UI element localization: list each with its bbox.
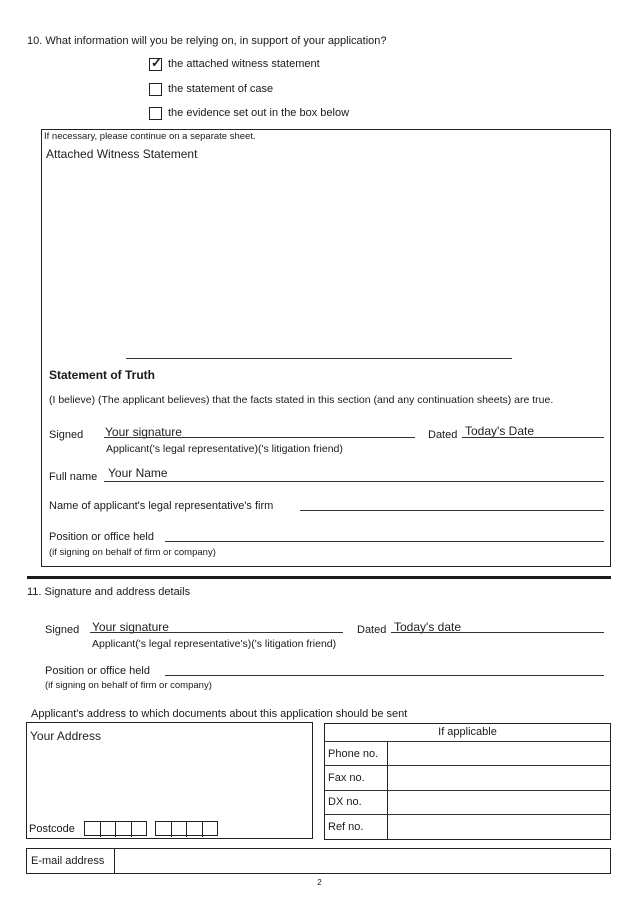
signed-label: Signed [49, 429, 84, 441]
statement-of-truth-text: (I believe) (The applicant believes) that the facts stated in this section (and any continuation sheets) are true. [49, 394, 554, 406]
q11-dated-label: Dated [357, 624, 387, 636]
postcode-cell[interactable] [156, 822, 172, 837]
q11-signed-label: Signed [45, 624, 80, 636]
option-witness-label: the attached witness statement [168, 58, 320, 70]
postcode-group-2[interactable] [155, 821, 218, 836]
contact-divider [324, 741, 611, 742]
option-evidence-checkbox[interactable] [149, 107, 162, 120]
fullname-field[interactable]: Your Name [108, 466, 168, 480]
option-statement-label: the statement of case [168, 83, 274, 95]
email-label: E-mail address [31, 855, 105, 867]
postcode-cell[interactable] [101, 822, 117, 837]
q11-position-label: Position or office held [45, 665, 150, 677]
fullname-label: Full name [49, 471, 98, 483]
contact-divider [324, 765, 611, 766]
signature-field[interactable]: Your signature [105, 425, 182, 439]
q11-date-line [391, 632, 604, 633]
check-mark-icon: ✓ [151, 55, 162, 70]
postcode-cell[interactable] [172, 822, 188, 837]
q10-question: 10. What information will you be relying on, in support of your application? [27, 35, 387, 47]
q11-position-caption: (if signing on behalf of firm or company) [45, 680, 212, 691]
position-line[interactable] [165, 541, 604, 542]
firm-line[interactable] [300, 510, 604, 511]
firm-label: Name of applicant's legal representative's firm [49, 500, 274, 512]
option-evidence-label: the evidence set out in the box below [168, 107, 350, 119]
date-line [462, 437, 604, 438]
q11-position-line[interactable] [165, 675, 604, 676]
postcode-cell[interactable] [116, 822, 132, 837]
contact-divider [324, 814, 611, 815]
q11-heading: 11. Signature and address details [27, 586, 191, 598]
option-statement-checkbox[interactable] [149, 83, 162, 96]
postcode-cell[interactable] [85, 822, 101, 837]
position-label: Position or office held [49, 531, 154, 543]
signer-caption: Applicant('s legal representative)('s litigation friend) [106, 443, 343, 455]
page-number: 2 [317, 878, 322, 887]
evidence-text[interactable]: Attached Witness Statement [46, 147, 198, 161]
statement-of-truth-heading: Statement of Truth [49, 368, 156, 382]
date-field[interactable]: Today's Date [465, 424, 534, 438]
q11-signature-line [90, 632, 343, 633]
contact-divider [324, 790, 611, 791]
postcode-cell[interactable] [187, 822, 203, 837]
dx-label: DX no. [328, 796, 362, 808]
dated-label: Dated [428, 429, 458, 441]
fax-label: Fax no. [328, 772, 365, 784]
q11-signer-caption: Applicant('s legal representative's)('s litigation friend) [92, 638, 337, 650]
phone-label: Phone no. [328, 748, 379, 760]
section-divider [27, 576, 611, 579]
email-divider [114, 848, 115, 874]
option-witness-checkbox[interactable] [149, 55, 162, 71]
q11-date-field[interactable]: Today's date [394, 620, 462, 634]
ref-label: Ref no. [328, 821, 364, 833]
postcode-group-1[interactable] [84, 821, 147, 836]
postcode-label: Postcode [29, 823, 75, 835]
address-intro: Applicant's address to which documents about this application should be sent [31, 708, 408, 720]
position-caption: (if signing on behalf of firm or company) [49, 547, 216, 558]
address-field[interactable]: Your Address [30, 729, 101, 743]
q11-signature-field[interactable]: Your signature [92, 620, 169, 634]
continue-note: If necessary, please continue on a separate sheet. [44, 131, 256, 142]
evidence-underline [126, 358, 512, 359]
if-applicable-header: If applicable [438, 726, 497, 738]
signature-line [104, 437, 415, 438]
fullname-line [104, 481, 604, 482]
